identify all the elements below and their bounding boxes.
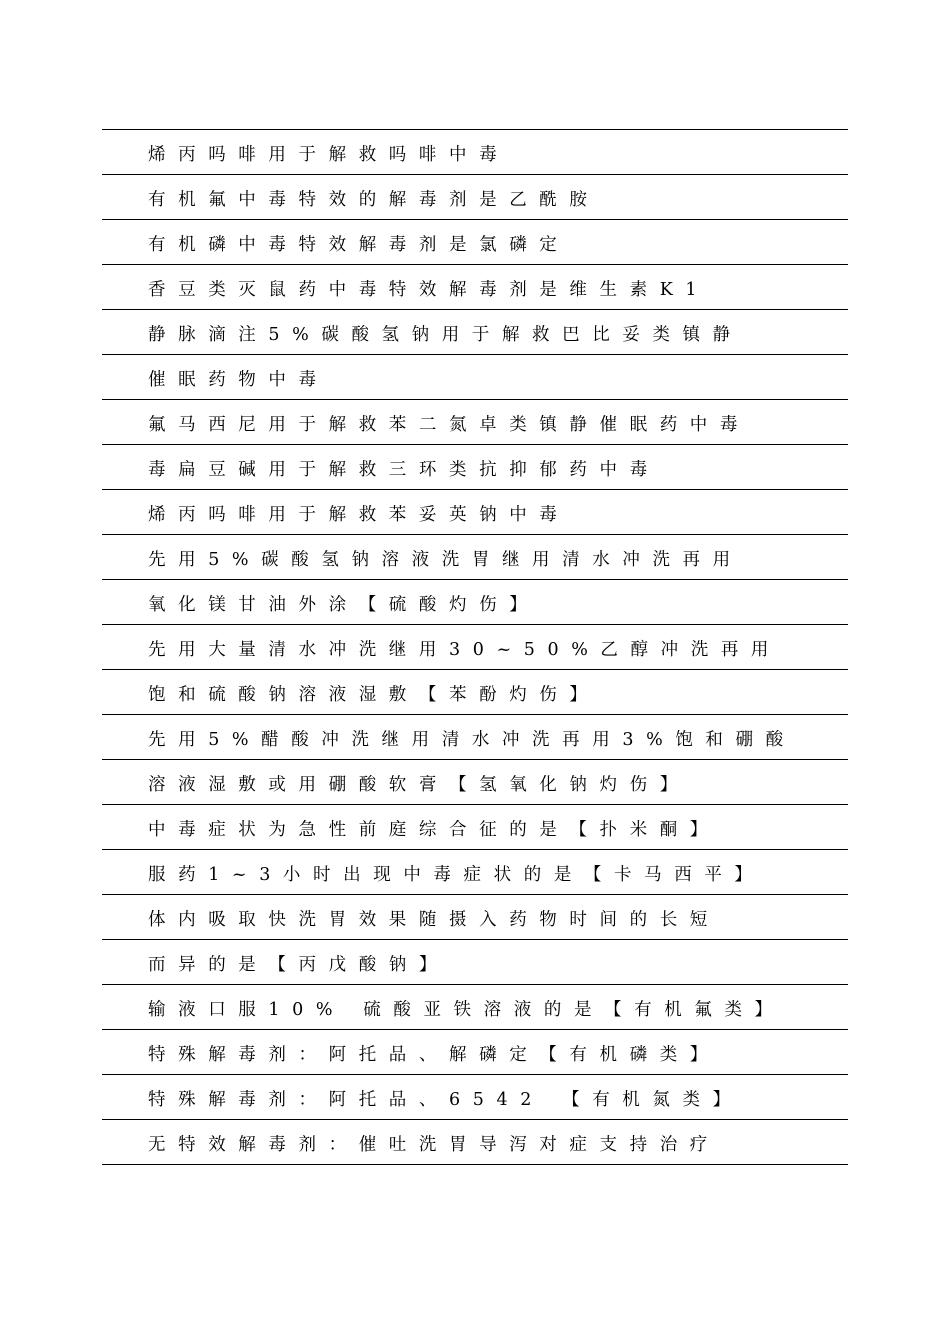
- row-text: 服药1~3小时出现中毒症状的是【卡马西平】: [148, 865, 765, 885]
- table-row: [102, 130, 848, 175]
- table-row: [102, 175, 848, 220]
- row-text: 先用5%醋酸冲洗继用清水冲洗再用3%饱和硼酸: [148, 730, 796, 750]
- row-text: 氧化镁甘油外涂【硫酸灼伤】: [148, 595, 540, 615]
- row-text: 先用5%碳酸氢钠溶液洗胃继用清水冲洗再用: [148, 550, 743, 570]
- row-text: 体内吸取快洗胃效果随摄入药物时间的长短: [148, 910, 720, 930]
- table-row: [102, 625, 848, 670]
- table-row: [102, 985, 848, 1030]
- table-row: [102, 1075, 848, 1120]
- table-row: [102, 895, 848, 940]
- table-row: [102, 1030, 848, 1075]
- row-text: 烯丙吗啡用于解救吗啡中毒: [148, 145, 510, 165]
- table-row: [102, 445, 848, 490]
- row-text: 香豆类灭鼠药中毒特效解毒剂是维生素K1: [148, 280, 710, 300]
- table-row: [102, 355, 848, 400]
- row-text: 有机磷中毒特效解毒剂是氯磷定: [148, 235, 570, 255]
- row-text: 氟马西尼用于解救苯二氮卓类镇静催眠药中毒: [148, 415, 750, 435]
- table-row: [102, 850, 848, 895]
- row-text: 饱和硫酸钠溶液湿敷【苯酚灼伤】: [148, 685, 600, 705]
- table-row: [102, 760, 848, 805]
- row-text: 特殊解毒剂：阿托品、6542 【有机氮类】: [148, 1090, 743, 1110]
- row-text: 有机氟中毒特效的解毒剂是乙酰胺: [148, 190, 600, 210]
- table-row: [102, 715, 848, 760]
- row-text: 溶液湿敷或用硼酸软膏【氢氧化钠灼伤】: [148, 775, 690, 795]
- row-text: 先用大量清水冲洗继用30~50%乙醇冲洗再用: [148, 640, 782, 660]
- table-row: [102, 535, 848, 580]
- table-row: [102, 1120, 848, 1165]
- table-row: [102, 580, 848, 625]
- row-text: 输液口服10% 硫酸亚铁溶液的是【有机氟类】: [148, 1000, 785, 1020]
- table-row: [102, 490, 848, 535]
- document-table: [102, 129, 848, 1165]
- table-row: [102, 805, 848, 850]
- table-row: [102, 220, 848, 265]
- row-text: 中毒症状为急性前庭综合征的是【扑米酮】: [148, 820, 720, 840]
- table-row: [102, 310, 848, 355]
- table-row: [102, 940, 848, 985]
- row-text: 催眠药物中毒: [148, 370, 329, 390]
- table-row: [102, 670, 848, 715]
- row-text: 毒扁豆碱用于解救三环类抗抑郁药中毒: [148, 460, 660, 480]
- row-text: 静脉滴注5%碳酸氢钠用于解救巴比妥类镇静: [148, 325, 743, 345]
- row-text: 特殊解毒剂：阿托品、解磷定【有机磷类】: [148, 1045, 720, 1065]
- row-text: 而异的是【丙戊酸钠】: [148, 955, 449, 975]
- row-text: 烯丙吗啡用于解救苯妥英钠中毒: [148, 505, 570, 525]
- table-row: [102, 400, 848, 445]
- row-text: 无特效解毒剂：催吐洗胃导泻对症支持治疗: [148, 1135, 720, 1155]
- table-row: [102, 265, 848, 310]
